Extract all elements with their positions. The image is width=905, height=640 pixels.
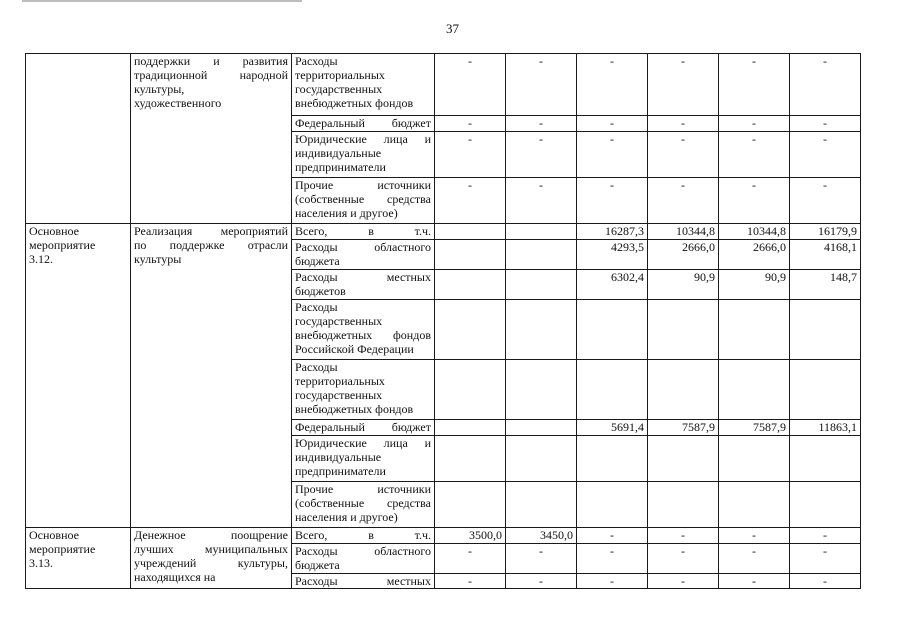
value-cell: 10344,8 (648, 224, 719, 240)
event-cell (26, 54, 131, 224)
value-cell: - (577, 178, 648, 224)
activity-name-line: культуры (134, 252, 182, 266)
funding-source-line: территориальных (295, 374, 385, 388)
value-cell: - (648, 178, 719, 224)
value-cell: 11863,1 (790, 420, 861, 436)
value-cell (506, 270, 577, 300)
event-cell (26, 224, 131, 528)
value-cell: 4168,1 (790, 240, 861, 270)
value-cell: 148,7 (790, 270, 861, 300)
value-cell (577, 482, 648, 528)
value-cell: - (577, 116, 648, 132)
funding-source-line: внебюджетных фондов (295, 328, 431, 342)
value-cell (790, 482, 861, 528)
value-cell (577, 436, 648, 482)
value-cell: 7587,9 (719, 420, 790, 436)
value-cell: - (719, 132, 790, 178)
value-cell: - (648, 574, 719, 589)
funding-source-line: индивидуальные (295, 146, 382, 160)
value-cell: - (506, 574, 577, 589)
activity-name-line: Реализация мероприятий (134, 224, 288, 238)
value-cell (506, 300, 577, 360)
value-cell (790, 436, 861, 482)
activity-name-line: культуры, (134, 82, 185, 96)
value-cell: - (506, 54, 577, 116)
funding-source-cell (292, 300, 435, 360)
value-cell: - (648, 54, 719, 116)
value-cell: 3450,0 (506, 528, 577, 544)
value-cell: 4293,5 (577, 240, 648, 270)
value-cell (506, 482, 577, 528)
funding-source-line: Расходы местных (295, 574, 431, 588)
funding-source-cell (292, 54, 435, 116)
funding-source-cell (292, 116, 435, 132)
value-cell (435, 224, 506, 240)
scan-top-rule (22, 0, 302, 2)
event-line: 3.13. (29, 556, 53, 570)
event-line: мероприятие (29, 238, 96, 252)
activity-name-line: поддержки и развития (134, 54, 288, 68)
value-cell: 10344,8 (719, 224, 790, 240)
activity-name-line: Денежное поощрение (134, 528, 288, 542)
value-cell: - (577, 54, 648, 116)
funding-source-cell (292, 436, 435, 482)
value-cell: - (506, 132, 577, 178)
funding-source-cell (292, 482, 435, 528)
value-cell (577, 300, 648, 360)
value-cell: - (719, 116, 790, 132)
value-cell: - (435, 54, 506, 116)
value-cell: - (435, 544, 506, 574)
table-row (26, 528, 861, 544)
value-cell: 16287,3 (577, 224, 648, 240)
funding-source-line: предприниматели (295, 464, 386, 478)
funding-source-cell (292, 224, 435, 240)
value-cell (577, 360, 648, 420)
value-cell: - (719, 544, 790, 574)
value-cell: 90,9 (648, 270, 719, 300)
funding-source-line: внебюджетных фондов (295, 96, 414, 110)
value-cell: - (577, 132, 648, 178)
value-cell: - (790, 544, 861, 574)
value-cell: - (719, 574, 790, 589)
funding-source-line: Федеральный бюджет (295, 420, 431, 434)
value-cell (648, 300, 719, 360)
value-cell (719, 300, 790, 360)
funding-source-line: Расходы областного (295, 240, 431, 254)
value-cell (435, 436, 506, 482)
budget-table (25, 53, 861, 589)
funding-source-line: Юридические лица и (295, 436, 431, 450)
value-cell (719, 436, 790, 482)
funding-source-cell (292, 270, 435, 300)
value-cell: 2666,0 (648, 240, 719, 270)
value-cell: - (435, 574, 506, 589)
value-cell: - (790, 54, 861, 116)
funding-source-line: Прочие источники (295, 482, 431, 496)
funding-source-line: Расходы (295, 300, 338, 314)
value-cell: - (648, 528, 719, 544)
value-cell: - (435, 116, 506, 132)
value-cell (506, 240, 577, 270)
value-cell: - (577, 574, 648, 589)
value-cell: 16179,9 (790, 224, 861, 240)
funding-source-line: государственных (295, 82, 383, 96)
activity-name-cell (131, 224, 292, 528)
page-number: 37 (446, 21, 459, 36)
table-row (26, 54, 861, 116)
value-cell: - (506, 116, 577, 132)
event-line: мероприятие (29, 542, 96, 556)
funding-source-line: (собственные средства (295, 496, 431, 510)
value-cell: 90,9 (719, 270, 790, 300)
funding-source-line: населения и другое) (295, 510, 398, 524)
value-cell (648, 482, 719, 528)
funding-source-line: населения и другое) (295, 206, 398, 220)
value-cell: - (648, 132, 719, 178)
funding-source-line: Всего, в т.ч. (295, 224, 431, 238)
table-row (26, 224, 861, 240)
funding-source-line: индивидуальные (295, 450, 382, 464)
value-cell: 2666,0 (719, 240, 790, 270)
funding-source-line: государственных (295, 388, 383, 402)
activity-name-line: лучших муниципальных (134, 542, 288, 556)
funding-source-line: Прочие источники (295, 178, 431, 192)
value-cell: - (790, 528, 861, 544)
funding-source-line: бюджетов (295, 284, 346, 298)
value-cell: - (790, 132, 861, 178)
funding-source-line: Федеральный бюджет (295, 116, 431, 130)
value-cell (435, 240, 506, 270)
event-line: Основное (29, 528, 79, 542)
event-line: 3.12. (29, 252, 53, 266)
value-cell: - (719, 54, 790, 116)
event-line: Основное (29, 224, 79, 238)
value-cell (435, 482, 506, 528)
funding-source-cell (292, 132, 435, 178)
value-cell (506, 436, 577, 482)
value-cell: - (506, 544, 577, 574)
value-cell: - (435, 178, 506, 224)
funding-source-line: Расходы (295, 360, 338, 374)
value-cell (648, 360, 719, 420)
activity-name-line: по поддержке отрасли (134, 238, 288, 252)
value-cell (435, 360, 506, 420)
value-cell (506, 420, 577, 436)
value-cell (790, 360, 861, 420)
value-cell (648, 436, 719, 482)
activity-name-line: традиционной народной (134, 68, 288, 82)
value-cell: - (577, 544, 648, 574)
activity-name-cell (131, 528, 292, 589)
value-cell (435, 270, 506, 300)
value-cell: - (435, 132, 506, 178)
funding-source-line: Расходы (295, 54, 338, 68)
value-cell: - (577, 528, 648, 544)
value-cell: - (506, 178, 577, 224)
funding-source-cell (292, 240, 435, 270)
value-cell (506, 224, 577, 240)
funding-source-cell (292, 574, 435, 589)
value-cell: - (719, 178, 790, 224)
funding-source-line: Российской Федерации (295, 342, 414, 356)
funding-source-cell (292, 528, 435, 544)
value-cell (719, 360, 790, 420)
funding-source-line: бюджета (295, 558, 340, 572)
value-cell: 7587,9 (648, 420, 719, 436)
funding-source-line: Расходы местных (295, 270, 431, 284)
funding-source-cell (292, 420, 435, 436)
activity-name-line: учреждений культуры, (134, 556, 288, 570)
value-cell: 3500,0 (435, 528, 506, 544)
value-cell: 6302,4 (577, 270, 648, 300)
activity-name-line: художественного (134, 96, 222, 110)
value-cell (435, 420, 506, 436)
value-cell: - (719, 528, 790, 544)
funding-source-line: государственных (295, 314, 383, 328)
value-cell: - (648, 116, 719, 132)
funding-source-line: (собственные средства (295, 192, 431, 206)
funding-source-line: Всего, в т.ч. (295, 528, 431, 542)
activity-name-cell (131, 54, 292, 224)
value-cell (790, 300, 861, 360)
funding-source-cell (292, 544, 435, 574)
value-cell (719, 482, 790, 528)
value-cell: 5691,4 (577, 420, 648, 436)
value-cell: - (790, 116, 861, 132)
value-cell (435, 300, 506, 360)
value-cell: - (648, 544, 719, 574)
funding-source-line: Расходы областного (295, 544, 431, 558)
event-cell (26, 528, 131, 589)
funding-source-line: внебюджетных фондов (295, 402, 414, 416)
funding-source-cell (292, 178, 435, 224)
funding-source-line: территориальных (295, 68, 385, 82)
value-cell: - (790, 178, 861, 224)
value-cell (506, 360, 577, 420)
activity-name-line: находящихся на (134, 570, 216, 584)
funding-source-line: Юридические лица и (295, 132, 431, 146)
value-cell: - (790, 574, 861, 589)
funding-source-cell (292, 360, 435, 420)
funding-source-line: предприниматели (295, 160, 386, 174)
funding-source-line: бюджета (295, 254, 340, 268)
